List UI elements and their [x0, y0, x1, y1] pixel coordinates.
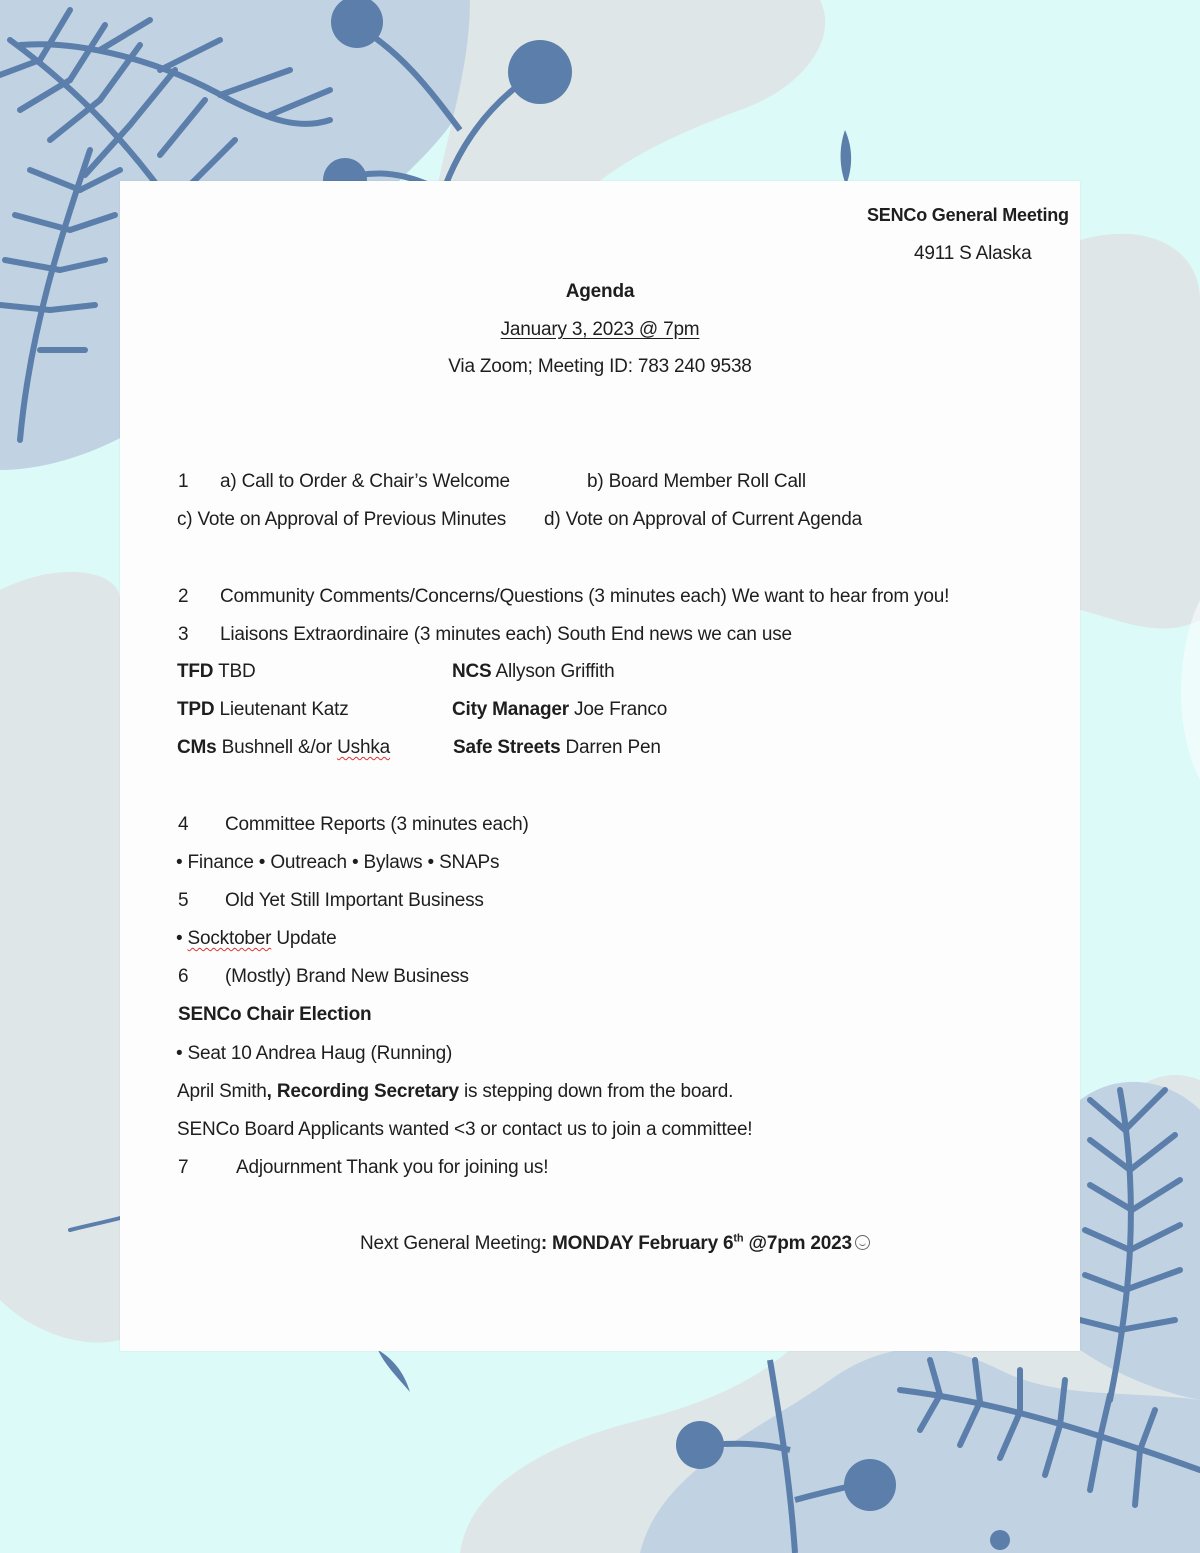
smiley-icon	[855, 1235, 870, 1250]
item-number: 7	[178, 1157, 189, 1178]
liaison-label: NCS	[452, 661, 492, 682]
item-number: 1	[178, 471, 189, 492]
agenda-document	[120, 181, 1080, 1351]
bullet-text: Update	[276, 928, 337, 949]
liaison-entry	[453, 737, 661, 759]
liaison-entry	[452, 699, 667, 721]
ordinal-suffix: th	[733, 1232, 744, 1245]
committee-list: • Finance • Outreach • Bylaws • SNAPs	[176, 852, 500, 873]
liaison-name: Allyson Griffith	[495, 661, 615, 682]
liaison-entry	[177, 737, 390, 759]
blob-shape	[0, 572, 120, 1343]
liaison-name: Lieutenant Katz	[219, 699, 349, 720]
blob-shape	[1181, 600, 1200, 780]
liaison-label: CMs	[177, 737, 217, 758]
liaison-name-misspelled: Ushka	[337, 737, 390, 758]
seat-candidate: • Seat 10 Andrea Haug (Running)	[176, 1043, 453, 1064]
liaison-label: City Manager	[452, 699, 569, 720]
agenda-item-1c: c) Vote on Approval of Previous Minutes	[177, 509, 507, 530]
meeting-location: Via Zoom; Meeting ID: 783 240 9538	[448, 356, 752, 377]
meeting-date: January 3, 2023 @ 7pm	[500, 319, 700, 340]
chair-election-heading: SENCo Chair Election	[178, 1004, 372, 1025]
secretary-status: is stepping down from the board.	[463, 1081, 734, 1102]
agenda-item-4: Committee Reports (3 minutes each)	[225, 814, 529, 835]
agenda-item-7: Adjournment Thank you for joining us!	[236, 1157, 549, 1178]
item-number: 4	[178, 814, 189, 835]
blob-shape	[1080, 234, 1200, 629]
agenda-item-3: Liaisons Extraordinaire (3 minutes each) South End news we can use	[220, 624, 792, 645]
agenda-item-2: Community Comments/Concerns/Questions (3 minutes each) We want to hear from you!	[220, 586, 950, 607]
old-business-bullet	[176, 928, 336, 950]
agenda-item-6: (Mostly) Brand New Business	[225, 966, 469, 987]
liaison-name: Darren Pen	[565, 737, 661, 758]
liaison-name: Bushnell &/or	[221, 737, 333, 758]
agenda-item-1b: b) Board Member Roll Call	[587, 471, 806, 492]
secretary-notice	[177, 1081, 733, 1103]
address: 4911 S Alaska	[914, 243, 1032, 264]
next-meeting-date: : MONDAY February 6	[540, 1233, 734, 1254]
meeting-date-row	[120, 319, 1080, 341]
next-meeting-label: Next General Meeting	[360, 1233, 541, 1254]
agenda-item-1d: d) Vote on Approval of Current Agenda	[544, 509, 862, 530]
item-number: 3	[178, 624, 189, 645]
agenda-item-1a: a) Call to Order & Chair’s Welcome	[220, 471, 510, 492]
next-meeting	[360, 1233, 870, 1255]
org-name: SENCo General Meeting	[867, 205, 1069, 225]
liaison-entry	[177, 661, 256, 683]
item-number: 5	[178, 890, 189, 911]
liaison-entry	[452, 661, 614, 683]
page-title: Agenda	[565, 281, 635, 302]
secretary-role: , Recording Secretary	[266, 1081, 459, 1102]
liaison-entry	[177, 699, 349, 721]
secretary-name: April Smith	[177, 1081, 267, 1102]
liaison-name: Joe Franco	[574, 699, 668, 720]
bullet: •	[176, 928, 183, 949]
socktober-word: Socktober	[187, 928, 272, 949]
next-meeting-time: @7pm 2023	[748, 1233, 852, 1254]
liaison-label: TFD	[177, 661, 214, 682]
agenda-item-5: Old Yet Still Important Business	[225, 890, 484, 911]
item-number: 2	[178, 586, 189, 607]
blob-shape	[1080, 1082, 1200, 1400]
applicants-notice: SENCo Board Applicants wanted <3 or contact us to join a committee!	[177, 1119, 753, 1140]
item-number: 6	[178, 966, 189, 987]
liaison-label: TPD	[177, 699, 215, 720]
liaison-label: Safe Streets	[453, 737, 561, 758]
liaison-name: TBD	[218, 661, 256, 682]
